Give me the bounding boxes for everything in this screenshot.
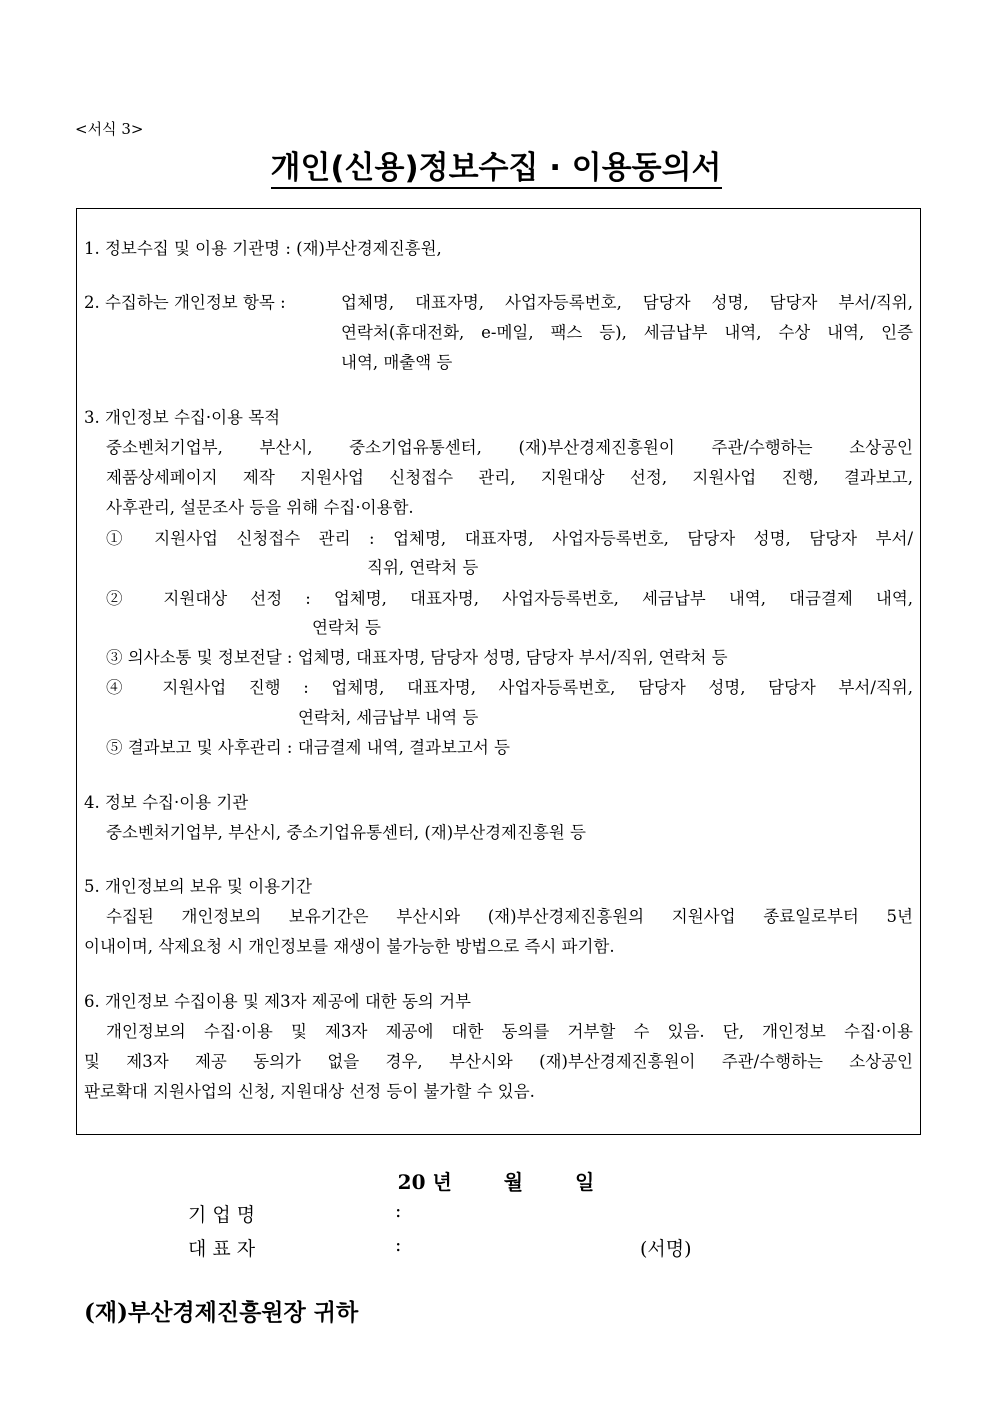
representative-colon: :: [395, 1234, 402, 1256]
section-2-items-line2: 연락처(휴대전화, e-메일, 팩스 등), 세금납부 내역, 수상 내역, 인증: [341, 323, 913, 342]
section-3-item-2: ② 지원대상 선정 : 업체명, 대표자명, 사업자등록번호, 세금납부 내역, 대금결제 내역,: [106, 589, 913, 608]
date-year: 20 년: [397, 1170, 452, 1194]
section-4-agencies: 중소벤처기업부, 부산시, 중소기업유통센터, (재)부산경제진흥원 등: [106, 823, 586, 842]
signing-date: [0, 1166, 992, 1195]
signature-placeholder: (서명): [640, 1238, 692, 1260]
section-3-item-4-cont: 연락처, 세금납부 내역 등: [298, 708, 479, 727]
addressee: (재)부산경제진흥원장 귀하: [84, 1299, 359, 1326]
form-number-label: <서식 3>: [75, 120, 144, 138]
section-6-refusal-line2: 및 제3자 제공 동의가 없을 경우, 부산시와 (재)부산경제진흥원이 주관/수행하는 소상공인: [84, 1052, 913, 1071]
section-2-items-line1: 업체명, 대표자명, 사업자등록번호, 담당자 성명, 담당자 부서/직위,: [341, 293, 913, 312]
section-6-heading: 6. 개인정보 수집이용 및 제3자 제공에 대한 동의 거부: [84, 992, 471, 1011]
section-3-item-1: ① 지원사업 신청접수 관리 : 업체명, 대표자명, 사업자등록번호, 담당자 성명, 담당자 부서/: [106, 529, 913, 548]
section-3-heading: 3. 개인정보 수집·이용 목적: [84, 408, 281, 427]
section-3-purpose-line3: 사후관리, 설문조사 등을 위해 수집·이용함.: [106, 498, 414, 517]
section-4-heading: 4. 정보 수집·이용 기관: [84, 793, 249, 812]
representative-label: 대 표 자: [188, 1238, 256, 1260]
date-day: 일: [575, 1170, 595, 1194]
section-5-retention-line2: 이내이며, 삭제요청 시 개인정보를 재생이 불가능한 방법으로 즉시 파기함.: [84, 937, 615, 956]
company-name-colon: :: [395, 1200, 402, 1222]
section-3-item-1-cont: 직위, 연락처 등: [367, 558, 479, 577]
section-5-heading: 5. 개인정보의 보유 및 이용기간: [84, 877, 312, 896]
company-name-label: 기 업 명: [188, 1204, 256, 1226]
section-3-purpose-line2: 제품상세페이지 제작 지원사업 신청접수 관리, 지원대상 선정, 지원사업 진행, 결과보고,: [106, 468, 913, 487]
section-6-refusal-line1: 개인정보의 수집·이용 및 제3자 제공에 대한 동의를 거부할 수 있음. 단, 개인정보 수집·이용: [106, 1022, 913, 1041]
section-3-item-2-cont: 연락처 등: [312, 618, 382, 637]
section-5-retention-line1: 수집된 개인정보의 보유기간은 부산시와 (재)부산경제진흥원의 지원사업 종료일로부터 5년: [106, 907, 913, 926]
section-3-item-3: ③ 의사소통 및 정보전달 : 업체명, 대표자명, 담당자 성명, 담당자 부서/직위, 연락처 등: [106, 648, 728, 667]
section-1-agency: 1. 정보수집 및 이용 기관명 : (재)부산경제진흥원,: [84, 239, 442, 258]
section-3-purpose-line1: 중소벤처기업부, 부산시, 중소기업유통센터, (재)부산경제진흥원이 주관/수행하는 소상공인: [106, 438, 913, 457]
section-3-item-4: ④ 지원사업 진행 : 업체명, 대표자명, 사업자등록번호, 담당자 성명, 담당자 부서/직위,: [106, 678, 913, 697]
section-6-refusal-line3: 판로확대 지원사업의 신청, 지원대상 선정 등이 불가할 수 있음.: [84, 1082, 535, 1101]
document-title: [0, 142, 992, 187]
section-2-label: 2. 수집하는 개인정보 항목 :: [84, 293, 286, 312]
section-2-items-line3: 내역, 매출액 등: [341, 353, 453, 372]
section-3-item-5: ⑤ 결과보고 및 사후관리 : 대금결제 내역, 결과보고서 등: [106, 738, 510, 757]
date-month: 월: [503, 1170, 524, 1194]
document-title-text: 개인(신용)정보수집 · 이용동의서: [271, 150, 722, 189]
